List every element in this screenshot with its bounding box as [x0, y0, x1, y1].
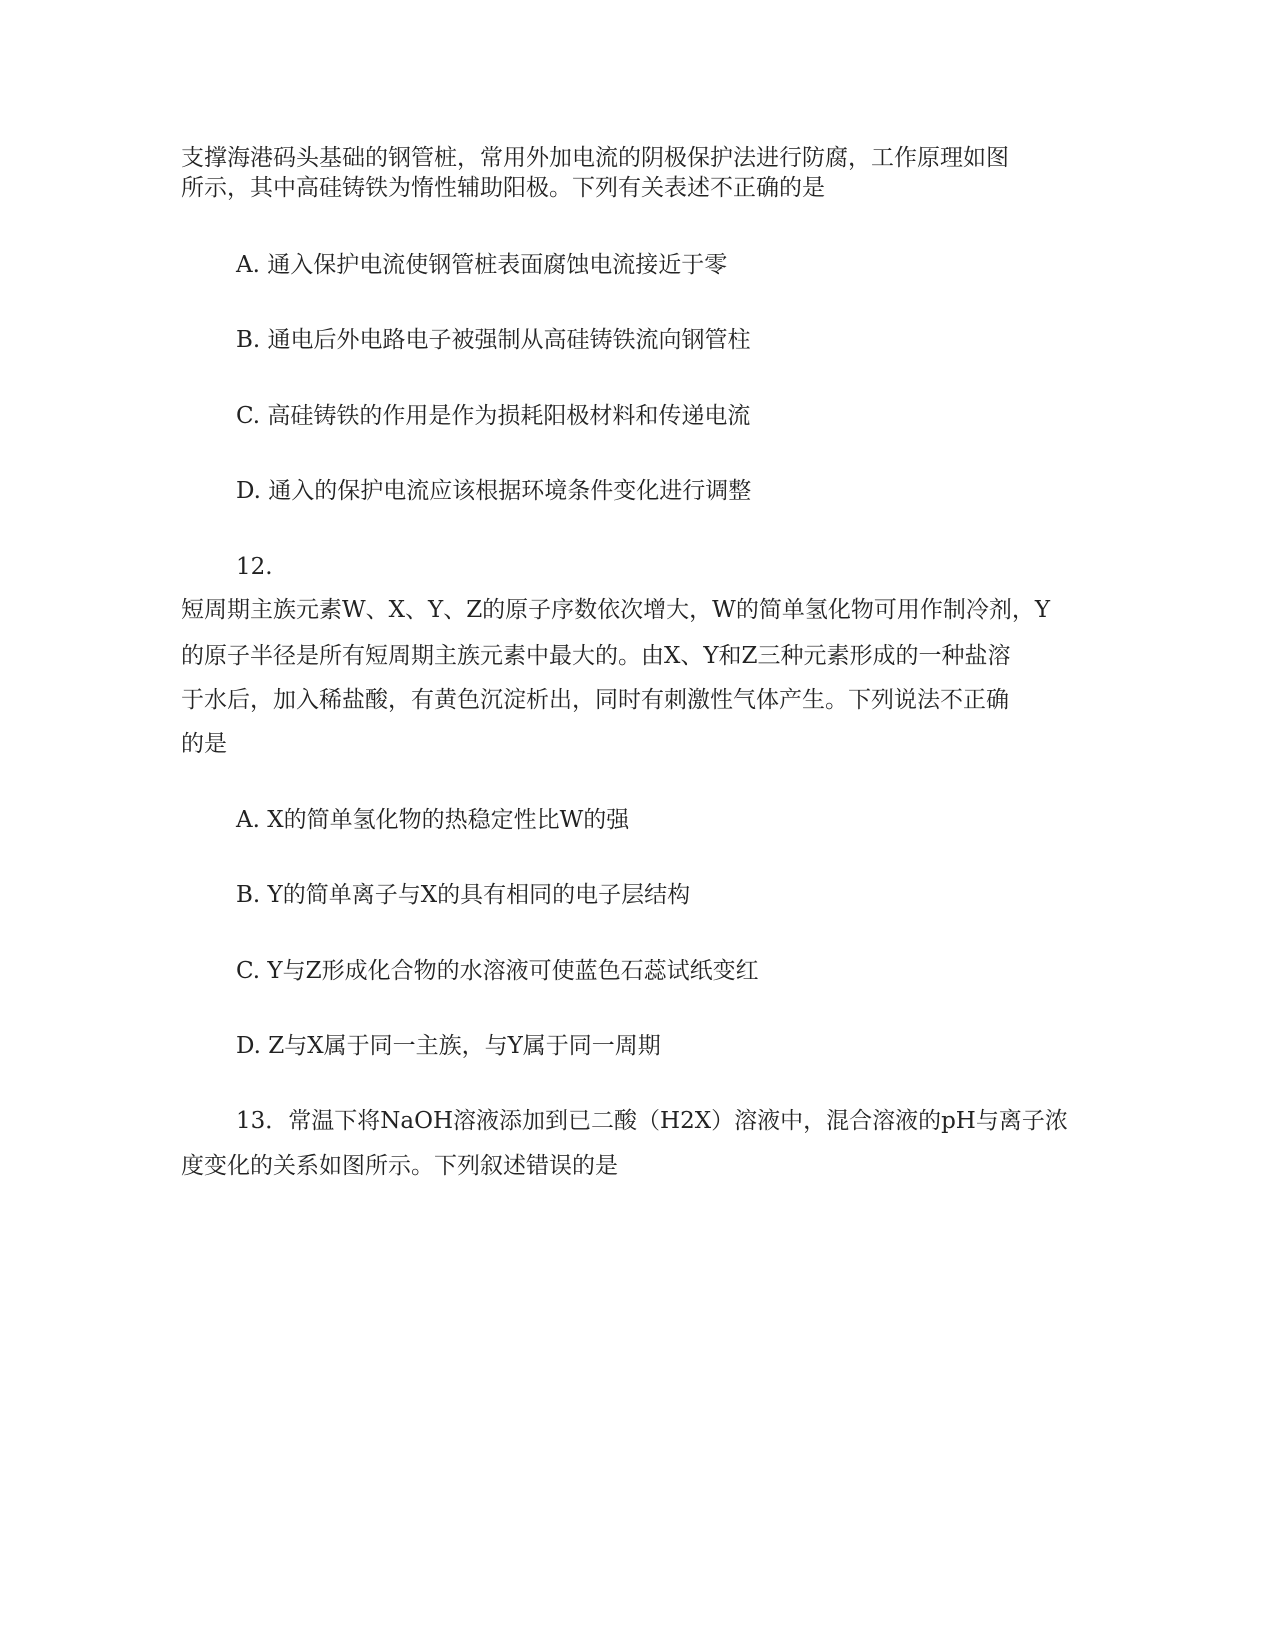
q11-stem-line-1: 支撑海港码头基础的钢管桩，常用外加电流的阴极保护法进行防腐，工作原理如图 — [181, 145, 1009, 171]
q11-option-b: B. 通电后外电路电子被强制从高硅铸铁流向钢管柱 — [236, 327, 751, 353]
q12-option-d: D. Z与X属于同一主族，与Y属于同一周期 — [236, 1033, 661, 1059]
q12-option-b: B. Y的简单离子与X的具有相同的电子层结构 — [236, 882, 691, 908]
q12-number: 12. — [236, 554, 273, 580]
q11-option-c: C. 高硅铸铁的作用是作为损耗阳极材料和传递电流 — [236, 403, 751, 429]
q12-option-c: C. Y与Z形成化合物的水溶液可使蓝色石蕊试纸变红 — [236, 958, 759, 984]
q11-stem-line-2: 所示，其中高硅铸铁为惰性辅助阳极。下列有关表述不正确的是 — [181, 175, 825, 201]
q13-stem-line-2: 度变化的关系如图所示。下列叙述错误的是 — [181, 1153, 618, 1179]
q11-option-d: D. 通入的保护电流应该根据环境条件变化进行调整 — [236, 478, 752, 504]
q12-stem-line-2: 的原子半径是所有短周期主族元素中最大的。由X、Y和Z三种元素形成的一种盐溶 — [181, 643, 1011, 669]
q12-stem-line-1: 短周期主族元素W、X、Y、Z的原子序数依次增大，W的简单氢化物可用作制冷剂，Y — [181, 597, 1051, 623]
q11-option-a: A. 通入保护电流使钢管桩表面腐蚀电流接近于零 — [236, 252, 728, 278]
q12-stem-line-4: 的是 — [181, 731, 227, 757]
q12-stem-line-3: 于水后，加入稀盐酸，有黄色沉淀析出，同时有刺激性气体产生。下列说法不正确 — [181, 687, 1009, 713]
q13-stem-line-1: 13．常温下将NaOH溶液添加到已二酸（H2X）溶液中，混合溶液的pH与离子浓 — [236, 1108, 1068, 1134]
q12-option-a: A. X的简单氢化物的热稳定性比W的强 — [236, 807, 630, 833]
